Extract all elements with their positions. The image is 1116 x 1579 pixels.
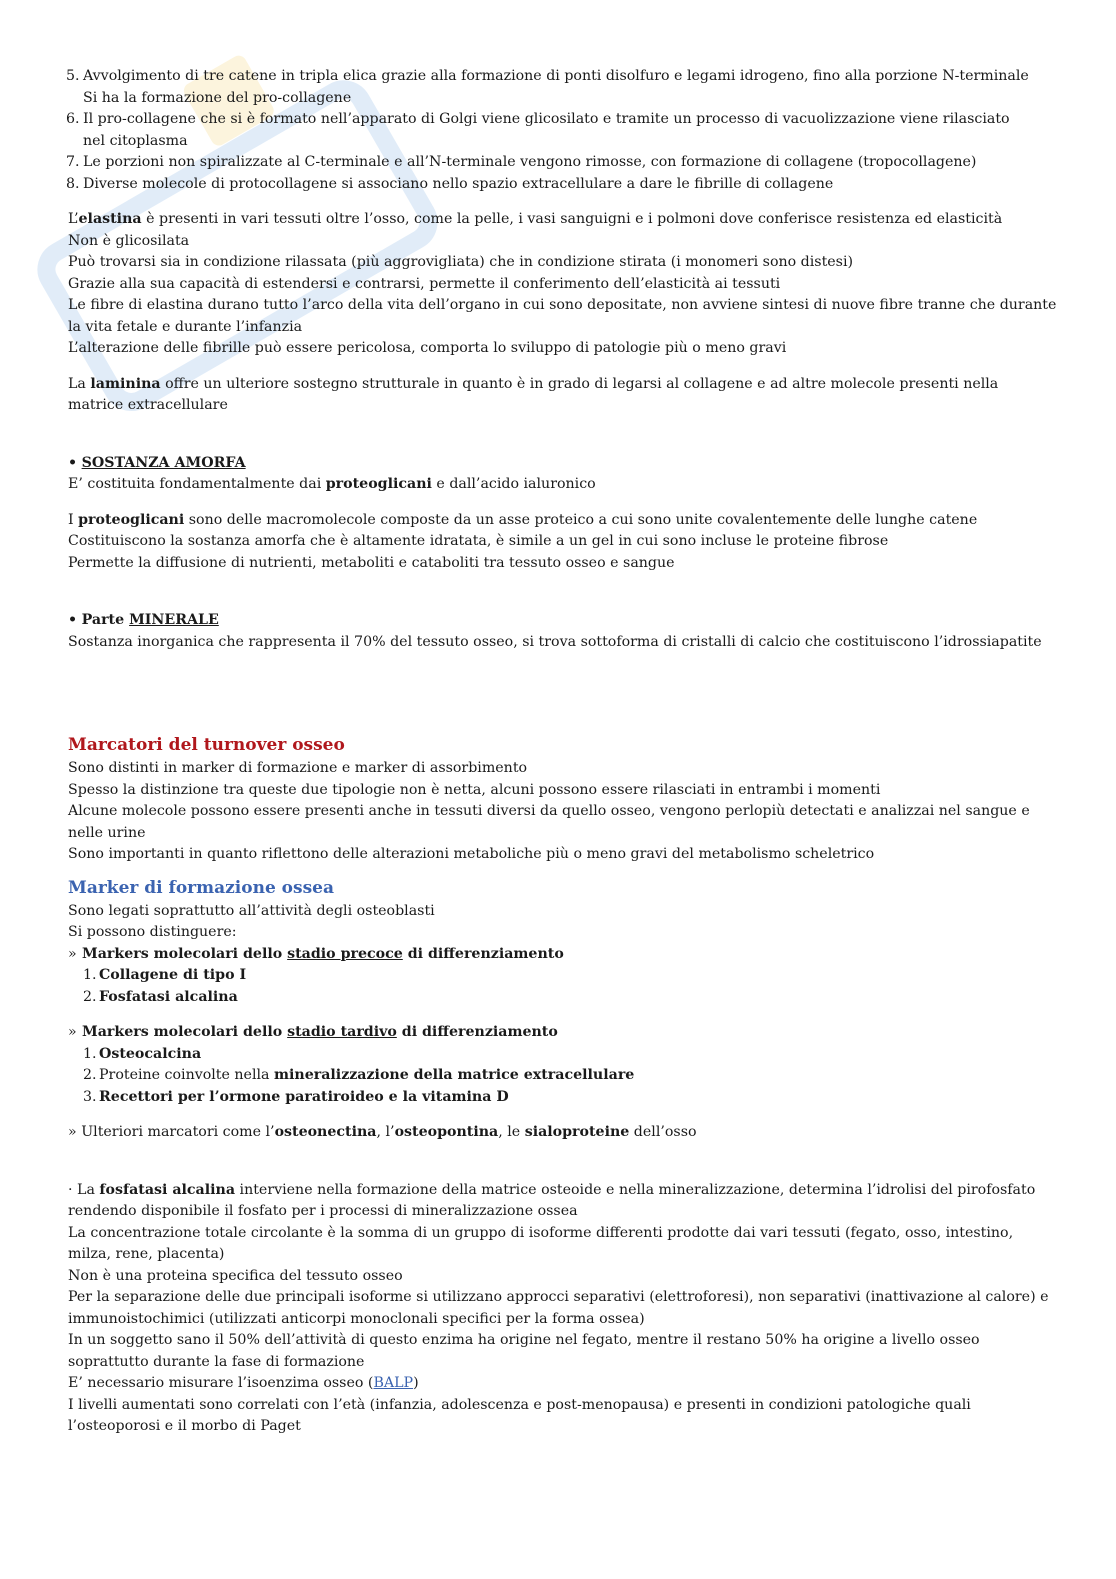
turnover-heading: Marcatori del turnover osseo — [68, 735, 345, 755]
elastina-line: L’alterazione delle fibrille può essere pericolosa, comporta lo sviluppo di patologie più o meno gravi — [68, 340, 787, 356]
balp-line: E’ necessario misurare l’isoenzima osseo (BALP) — [68, 1375, 419, 1391]
late-marker-item: 2. Proteine coinvolte nella mineralizzazione della matrice extracellulare — [83, 1067, 635, 1083]
fosfatasi-line: In un soggetto sano il 50% dell’attività di questo enzima ha origine nel fegato, mentre il restano 50% ha origine a livello osseo soprattutto durante la fase di formazione — [68, 1332, 980, 1370]
fosfatasi-intro: · La fosfatasi alcalina interviene nella formazione della matrice osteoide e nella mineralizzazione, determina l’idrolisi del pirofosfato rendendo disponibile il fosfato per i processi di mineralizzazione ossea — [68, 1181, 1036, 1219]
elastina-line: Grazie alla sua capacità di estendersi e contrarsi, permette il conferimento dell’elasticità ai tessuti — [68, 275, 781, 292]
elastina-line: Non è glicosilata — [68, 232, 190, 249]
late-marker-item: 3. Recettori per l’ormone paratiroideo e la vitamina D — [83, 1088, 509, 1105]
other-markers: » Ulteriori marcatori come l’osteonectina, l’osteopontina, le sialoproteine dell’osso — [68, 1124, 697, 1140]
collagen-step-6-cont: nel citoplasma — [83, 132, 188, 149]
elastina-intro: L’elastina è presenti in vari tessuti oltre l’osso, come la pelle, i vasi sanguigni e i polmoni dove conferisce resistenza ed elasticità — [68, 211, 1003, 227]
late-marker-item: 1. Osteocalcina — [83, 1045, 202, 1062]
formazione-heading: Marker di formazione ossea — [68, 877, 334, 898]
turnover-line: Alcune molecole possono essere presenti anche in tessuti diversi da quello osseo, vengono perlopiù detectati e analizzai nel sangue e nelle urine — [68, 803, 1030, 841]
proteoglicani-line: Costituiscono la sostanza amorfa che è altamente idratata, è simile a un gel in cui sono incluse le proteine fibrose — [68, 533, 889, 549]
formazione-line: Si possono distinguere: — [68, 924, 237, 940]
collagen-step-6: 6. Il pro-collagene che si è formato nell’apparato di Golgi viene glicosilato e tramite un processo di vacuolizzazione viene rilasciato — [66, 111, 1010, 127]
early-marker-item: 1. Collagene di tipo I — [83, 967, 247, 983]
fosfatasi-line: La concentrazione totale circolante è la somma di un gruppo di isoforme differenti prodotte dai vari tessuti (fegato, osso, intestino, milza, rene, placenta) — [68, 1224, 1014, 1262]
sostanza-amorfa-title: • SOSTANZA AMORFA — [68, 454, 246, 471]
late-stage-markers: » Markers molecolari dello stadio tardivo di differenziamento — [68, 1024, 558, 1040]
fosfatasi-line: Per la separazione delle due principali isoforme si utilizzano approcci separativi (elettroforesi), non separativi (inattivazione al calore) e immunoistochimici (utilizzati anticorpi monoclonali specifici per la forma ossea) — [68, 1289, 1049, 1327]
early-marker-item: 2. Fosfatasi alcalina — [83, 988, 238, 1005]
early-stage-markers: » Markers molecolari dello stadio precoce di differenziamento — [68, 945, 564, 962]
elastina-line: Le fibre di elastina durano tutto l’arco della vita dell’organo in cui sono depositate, non avviene sintesi di nuove fibre tranne che durante la vita fetale e durante l’infanzia — [68, 297, 1057, 335]
collagen-step-5: 5. Avvolgimento di tre catene in tripla elica grazie alla formazione di ponti disolfuro e legami idrogeno, fino alla porzione N-terminale — [66, 68, 1029, 84]
turnover-line: Sono importanti in quanto riflettono delle alterazioni metaboliche più o meno gravi del metabolismo scheletrico — [68, 846, 875, 862]
collagen-step-5-cont: Si ha la formazione del pro-collagene — [83, 89, 352, 106]
collagen-step-7: 7. Le porzioni non spiralizzate al C-terminale e all’N-terminale vengono rimosse, con formazione di collagene (tropocollagene) — [66, 154, 977, 170]
turnover-line: Spesso la distinzione tra queste due tipologie non è netta, alcuni possono essere rilasciati in entrambi i momenti — [68, 781, 881, 798]
balp-link[interactable]: BALP — [373, 1375, 414, 1391]
fosfatasi-last-line: I livelli aumentati sono correlati con l’età (infanzia, adolescenza e post-menopausa) e presenti in condizioni patologiche quali l’osteoporosi e il morbo di Paget — [68, 1396, 971, 1434]
elastina-line: Può trovarsi sia in condizione rilassata (più aggrovigliata) che in condizione stirata (i monomeri sono distesi) — [68, 254, 854, 270]
proteoglicani-line: Permette la diffusione di nutrienti, metaboliti e cataboliti tra tessuto osseo e sangue — [68, 554, 675, 571]
sostanza-amorfa-line: E’ costituita fondamentalmente dai proteoglicani e dall’acido ialuronico — [68, 476, 596, 492]
proteoglicani-paragraph: I proteoglicani sono delle macromolecole composte da un asse proteico a cui sono unite covalentemente delle lunghe catene — [68, 511, 978, 528]
parte-minerale-text: Sostanza inorganica che rappresenta il 70% del tessuto osseo, si trova sottoforma di cristalli di calcio che costituiscono l’idrossiapatite — [68, 633, 1042, 650]
formazione-line: Sono legati soprattutto all’attività degli osteoblasti — [68, 902, 435, 919]
laminina-paragraph: La laminina offre un ulteriore sostegno strutturale in quanto è in grado di legarsi al collagene e ad altre molecole presenti nella matrice extracellulare — [68, 375, 999, 413]
fosfatasi-line: Non è una proteina specifica del tessuto osseo — [68, 1267, 403, 1284]
collagen-step-8: 8. Diverse molecole di protocollagene si associano nello spazio extracellulare a dare le fibrille di collagene — [66, 175, 834, 192]
turnover-line: Sono distinti in marker di formazione e marker di assorbimento — [68, 760, 528, 776]
parte-minerale-title: • Parte MINERALE — [68, 612, 219, 628]
